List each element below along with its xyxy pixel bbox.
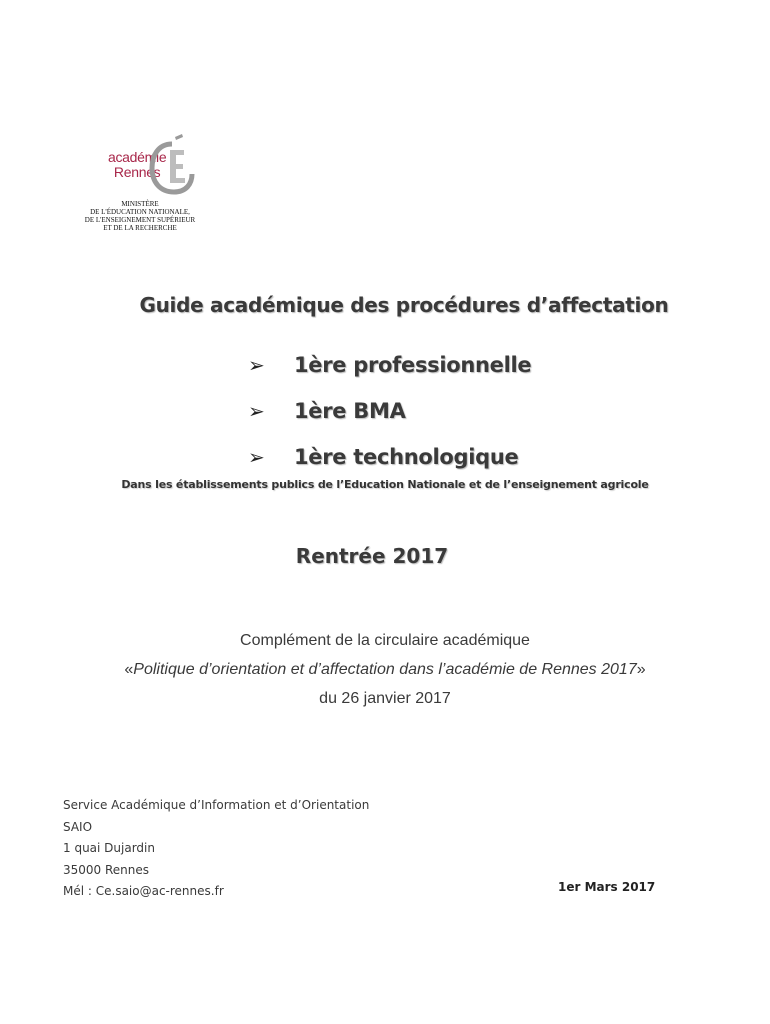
logo-academie-line2: Rennes xyxy=(113,164,161,180)
ministry-line: MINISTÈRE xyxy=(121,200,159,208)
contact-block xyxy=(63,795,369,903)
ministry-line: DE L'ENSEIGNEMENT SUPÉRIEUR xyxy=(84,216,196,224)
contact-city: 35000 Rennes xyxy=(63,862,150,877)
contact-street: 1 quai Dujardin xyxy=(63,841,155,855)
contact-service: Service Académique d’Information et d’Orientation xyxy=(63,798,370,812)
arrow-bullet-icon: ➢ xyxy=(248,353,265,377)
list-item xyxy=(248,434,531,480)
complement-line: Complément de la circulaire académique xyxy=(240,632,530,649)
contact-email: Mél : Ce.saio@ac-rennes.fr xyxy=(63,884,224,898)
circular-date: du 26 janvier 2017 xyxy=(319,690,451,707)
ministry-text xyxy=(78,200,202,232)
marianne-e-icon xyxy=(148,134,196,196)
arrow-bullet-icon: ➢ xyxy=(248,399,265,423)
list-item-label: 1ère professionnelle xyxy=(294,353,532,377)
ministry-line: DE L'ÉDUCATION NATIONALE, xyxy=(90,208,190,216)
circular-title-line xyxy=(0,655,770,684)
list-item xyxy=(248,342,531,388)
academie-logo xyxy=(78,126,208,236)
list-item xyxy=(248,388,531,434)
document-subtitle: Dans les établissements publics de l’Education Nationale et de l’enseignement agricole xyxy=(121,478,649,491)
logo-academie-line1: académie xyxy=(108,149,167,165)
contact-acronym: SAIO xyxy=(63,819,93,834)
list-item-label: 1ère BMA xyxy=(294,399,406,423)
rentree-heading: Rentrée 2017 xyxy=(295,544,449,568)
circular-title: Politique d’orientation et d’affectation dans l’académie de Rennes 2017 xyxy=(133,661,637,678)
document-title: Guide académique des procédures d’affectation xyxy=(139,293,669,317)
ministry-line: ET DE LA RECHERCHE xyxy=(103,224,177,232)
quote-open: « xyxy=(124,661,134,678)
circular-reference xyxy=(0,626,770,713)
arrow-bullet-icon: ➢ xyxy=(248,445,265,469)
document-date: 1er Mars 2017 xyxy=(558,880,656,894)
level-list xyxy=(248,342,531,480)
quote-close: » xyxy=(636,661,646,678)
list-item-label: 1ère technologique xyxy=(294,445,519,469)
